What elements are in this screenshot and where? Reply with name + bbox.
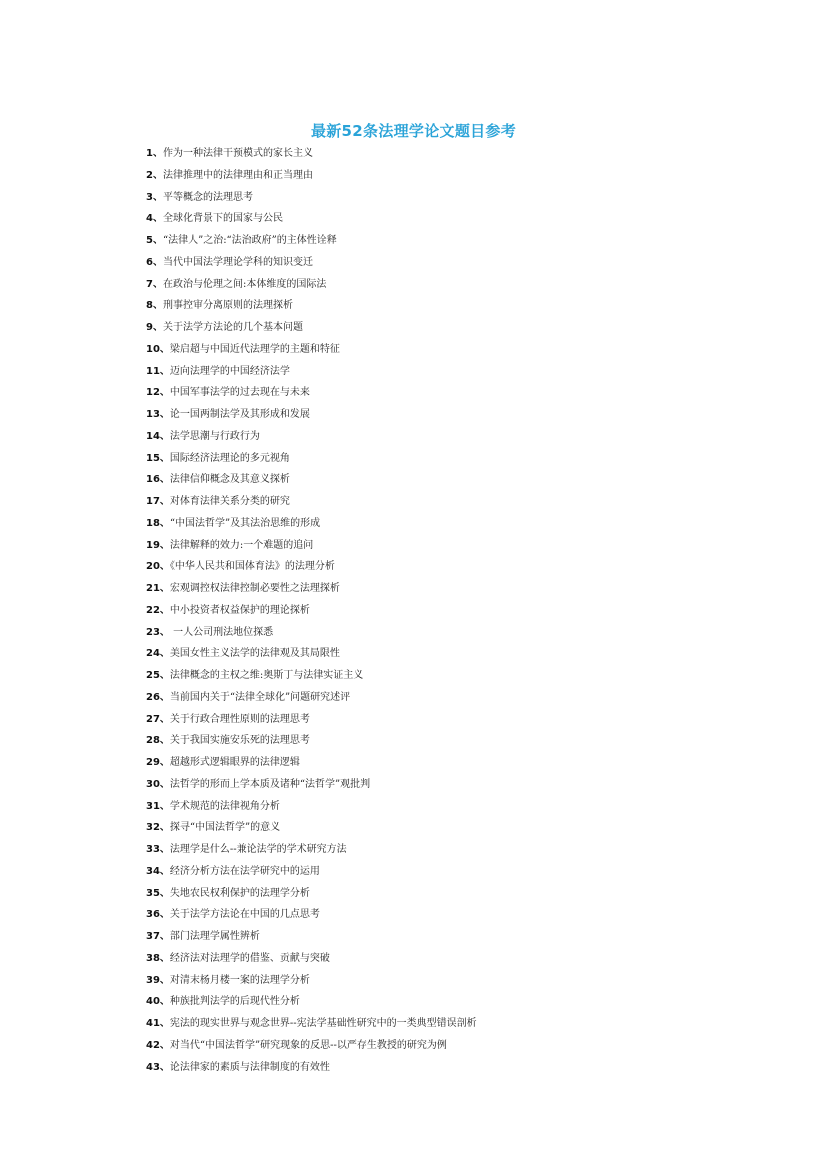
list-item — [146, 448, 786, 470]
list-item — [146, 274, 786, 296]
item-number: 30、 — [146, 778, 170, 790]
item-number: 33、 — [146, 844, 170, 855]
list-item — [146, 665, 786, 687]
list-item — [146, 752, 786, 774]
list-item — [146, 687, 786, 709]
list-item — [146, 926, 786, 948]
list-item — [146, 535, 786, 557]
item-number: 29、 — [146, 757, 170, 768]
list-item — [146, 1057, 786, 1079]
list-item — [146, 252, 786, 274]
list-item — [146, 513, 786, 535]
list-item — [146, 491, 786, 513]
item-text: 中小投资者权益保护的理论探析 — [169, 604, 310, 616]
item-number: 14、 — [146, 430, 170, 442]
item-text: 对清末杨月楼一案的法理学分析 — [169, 974, 310, 986]
item-text: 失地农民权利保护的法理学分析 — [169, 887, 310, 899]
list-item — [146, 622, 786, 644]
item-text: 法律解释的效力:一个难题的追问 — [169, 539, 314, 551]
item-number: 22、 — [146, 604, 170, 616]
item-number: 32、 — [146, 822, 170, 834]
item-text: 种族批判法学的后现代性分析 — [169, 996, 300, 1008]
list-item — [146, 578, 786, 600]
item-number: 9、 — [146, 322, 163, 333]
list-item — [146, 643, 786, 665]
item-number: 7、 — [146, 278, 163, 290]
item-text: 对体育法律关系分类的研究 — [169, 496, 290, 507]
list-item — [146, 796, 786, 818]
item-number: 15、 — [146, 452, 170, 464]
item-text: 部门法理学属性辨析 — [169, 931, 260, 942]
item-text: “法律人”之治:“法治政府”的主体性诠释 — [162, 235, 337, 246]
item-number: 18、 — [146, 517, 170, 529]
item-number: 37、 — [146, 931, 170, 942]
item-text: 国际经济法理论的多元视角 — [169, 452, 290, 464]
list-item — [146, 165, 786, 187]
item-text: 关于我国实施安乐死的法理思考 — [169, 735, 310, 747]
item-number: 26、 — [146, 691, 170, 703]
list-item — [146, 339, 786, 361]
list-item — [146, 839, 786, 861]
item-text: 法学思潮与行政行为 — [169, 430, 260, 442]
item-text: 关于法学方法论的几个基本问题 — [162, 322, 303, 333]
item-number: 13、 — [146, 409, 170, 420]
item-text: 中国军事法学的过去现在与未来 — [169, 387, 310, 399]
list-item — [146, 948, 786, 970]
list-item — [146, 426, 786, 448]
item-text: 法哲学的形而上学本质及诸种“法哲学”观批判 — [169, 778, 371, 790]
item-number: 35、 — [146, 887, 170, 899]
topic-list — [146, 143, 786, 1078]
item-text: 一人公司刑法地位探悉 — [169, 626, 274, 638]
item-number: 1、 — [146, 148, 163, 159]
item-number: 36、 — [146, 909, 170, 921]
list-item — [146, 143, 786, 165]
item-number: 6、 — [146, 256, 163, 268]
item-text: 探寻“中国法哲学”的意义 — [169, 822, 281, 834]
item-number: 34、 — [146, 865, 170, 877]
item-number: 38、 — [146, 952, 170, 964]
list-item — [146, 187, 786, 209]
document-title: 最新52条法理学论文题目参考 — [310, 122, 517, 140]
item-number: 40、 — [146, 996, 170, 1008]
item-number: 43、 — [146, 1061, 170, 1073]
item-number: 20、 — [146, 561, 170, 573]
item-number: 21、 — [146, 583, 170, 594]
item-number: 28、 — [146, 735, 170, 747]
item-text: 论一国两制法学及其形成和发展 — [169, 409, 310, 420]
list-item — [146, 556, 786, 578]
item-number: 16、 — [146, 474, 170, 486]
list-item — [146, 208, 786, 230]
list-item — [146, 861, 786, 883]
item-text: 宏观调控权法律控制必要性之法理探析 — [169, 583, 340, 594]
item-number: 39、 — [146, 974, 170, 986]
item-text: 作为一种法律干预模式的家长主义 — [162, 148, 313, 159]
item-text: 迈向法理学的中国经济法学 — [169, 365, 290, 377]
item-text: 法律概念的主权之维:奥斯丁与法律实证主义 — [169, 670, 364, 681]
list-item — [146, 774, 786, 796]
list-item — [146, 404, 786, 426]
list-item — [146, 709, 786, 731]
item-number: 41、 — [146, 1018, 170, 1029]
item-text: 全球化背景下的国家与公民 — [162, 213, 283, 225]
item-text: 法理学是什么--兼论法学的学术研究方法 — [169, 844, 347, 855]
item-text: 关于行政合理性原则的法理思考 — [169, 713, 310, 725]
item-text: 法律信仰概念及其意义探析 — [169, 474, 290, 486]
item-number: 11、 — [146, 365, 170, 377]
item-text: 宪法的现实世界与观念世界--宪法学基础性研究中的一类典型错误剖析 — [169, 1018, 477, 1029]
list-item — [146, 1035, 786, 1057]
item-number: 17、 — [146, 496, 170, 507]
item-text: 对当代“中国法哲学”研究现象的反思--以严存生教授的研究为例 — [169, 1039, 447, 1051]
item-number: 31、 — [146, 800, 170, 812]
item-text: 法律推理中的法律理由和正当理由 — [162, 169, 313, 181]
item-text: 关于法学方法论在中国的几点思考 — [169, 909, 320, 921]
list-item — [146, 904, 786, 926]
list-item — [146, 295, 786, 317]
item-number: 2、 — [146, 169, 163, 181]
item-text: 经济法对法理学的借鉴、贡献与突破 — [169, 952, 330, 964]
item-text: 当代中国法学理论学科的知识变迁 — [162, 256, 313, 268]
item-number: 4、 — [146, 213, 163, 225]
item-text: 当前国内关于“法律全球化”问题研究述评 — [169, 691, 351, 703]
item-number: 12、 — [146, 387, 170, 399]
item-number: 3、 — [146, 191, 163, 203]
item-number: 24、 — [146, 648, 170, 660]
list-item — [146, 970, 786, 992]
item-text: 学术规范的法律视角分析 — [169, 800, 280, 812]
list-item — [146, 469, 786, 491]
list-item — [146, 991, 786, 1013]
list-item — [146, 382, 786, 404]
list-item — [146, 1013, 786, 1035]
item-number: 19、 — [146, 539, 170, 551]
item-text: 经济分析方法在法学研究中的运用 — [169, 865, 320, 877]
item-text: 平等概念的法理思考 — [162, 191, 253, 203]
list-item — [146, 817, 786, 839]
item-number: 8、 — [146, 300, 163, 312]
item-text: 《中华人民共和国体育法》的法理分析 — [169, 561, 335, 573]
list-item — [146, 883, 786, 905]
item-text: 美国女性主义法学的法律观及其局限性 — [169, 648, 340, 660]
list-item — [146, 230, 786, 252]
item-text: “中国法哲学”及其法治思维的形成 — [169, 517, 321, 529]
list-item — [146, 361, 786, 383]
item-text: 在政治与伦理之间:本体维度的国际法 — [162, 278, 327, 290]
item-text: 超越形式逻辑眼界的法律逻辑 — [169, 757, 300, 768]
list-item — [146, 730, 786, 752]
item-text: 刑事控审分离原则的法理探析 — [162, 300, 293, 312]
item-number: 10、 — [146, 343, 170, 355]
item-text: 梁启超与中国近代法理学的主题和特征 — [169, 343, 340, 355]
item-number: 27、 — [146, 713, 170, 725]
item-number: 23、 — [146, 626, 170, 638]
list-item — [146, 600, 786, 622]
item-text: 论法律家的素质与法律制度的有效性 — [169, 1061, 330, 1073]
item-number: 5、 — [146, 235, 163, 246]
item-number: 42、 — [146, 1039, 170, 1051]
list-item — [146, 317, 786, 339]
item-number: 25、 — [146, 670, 170, 681]
